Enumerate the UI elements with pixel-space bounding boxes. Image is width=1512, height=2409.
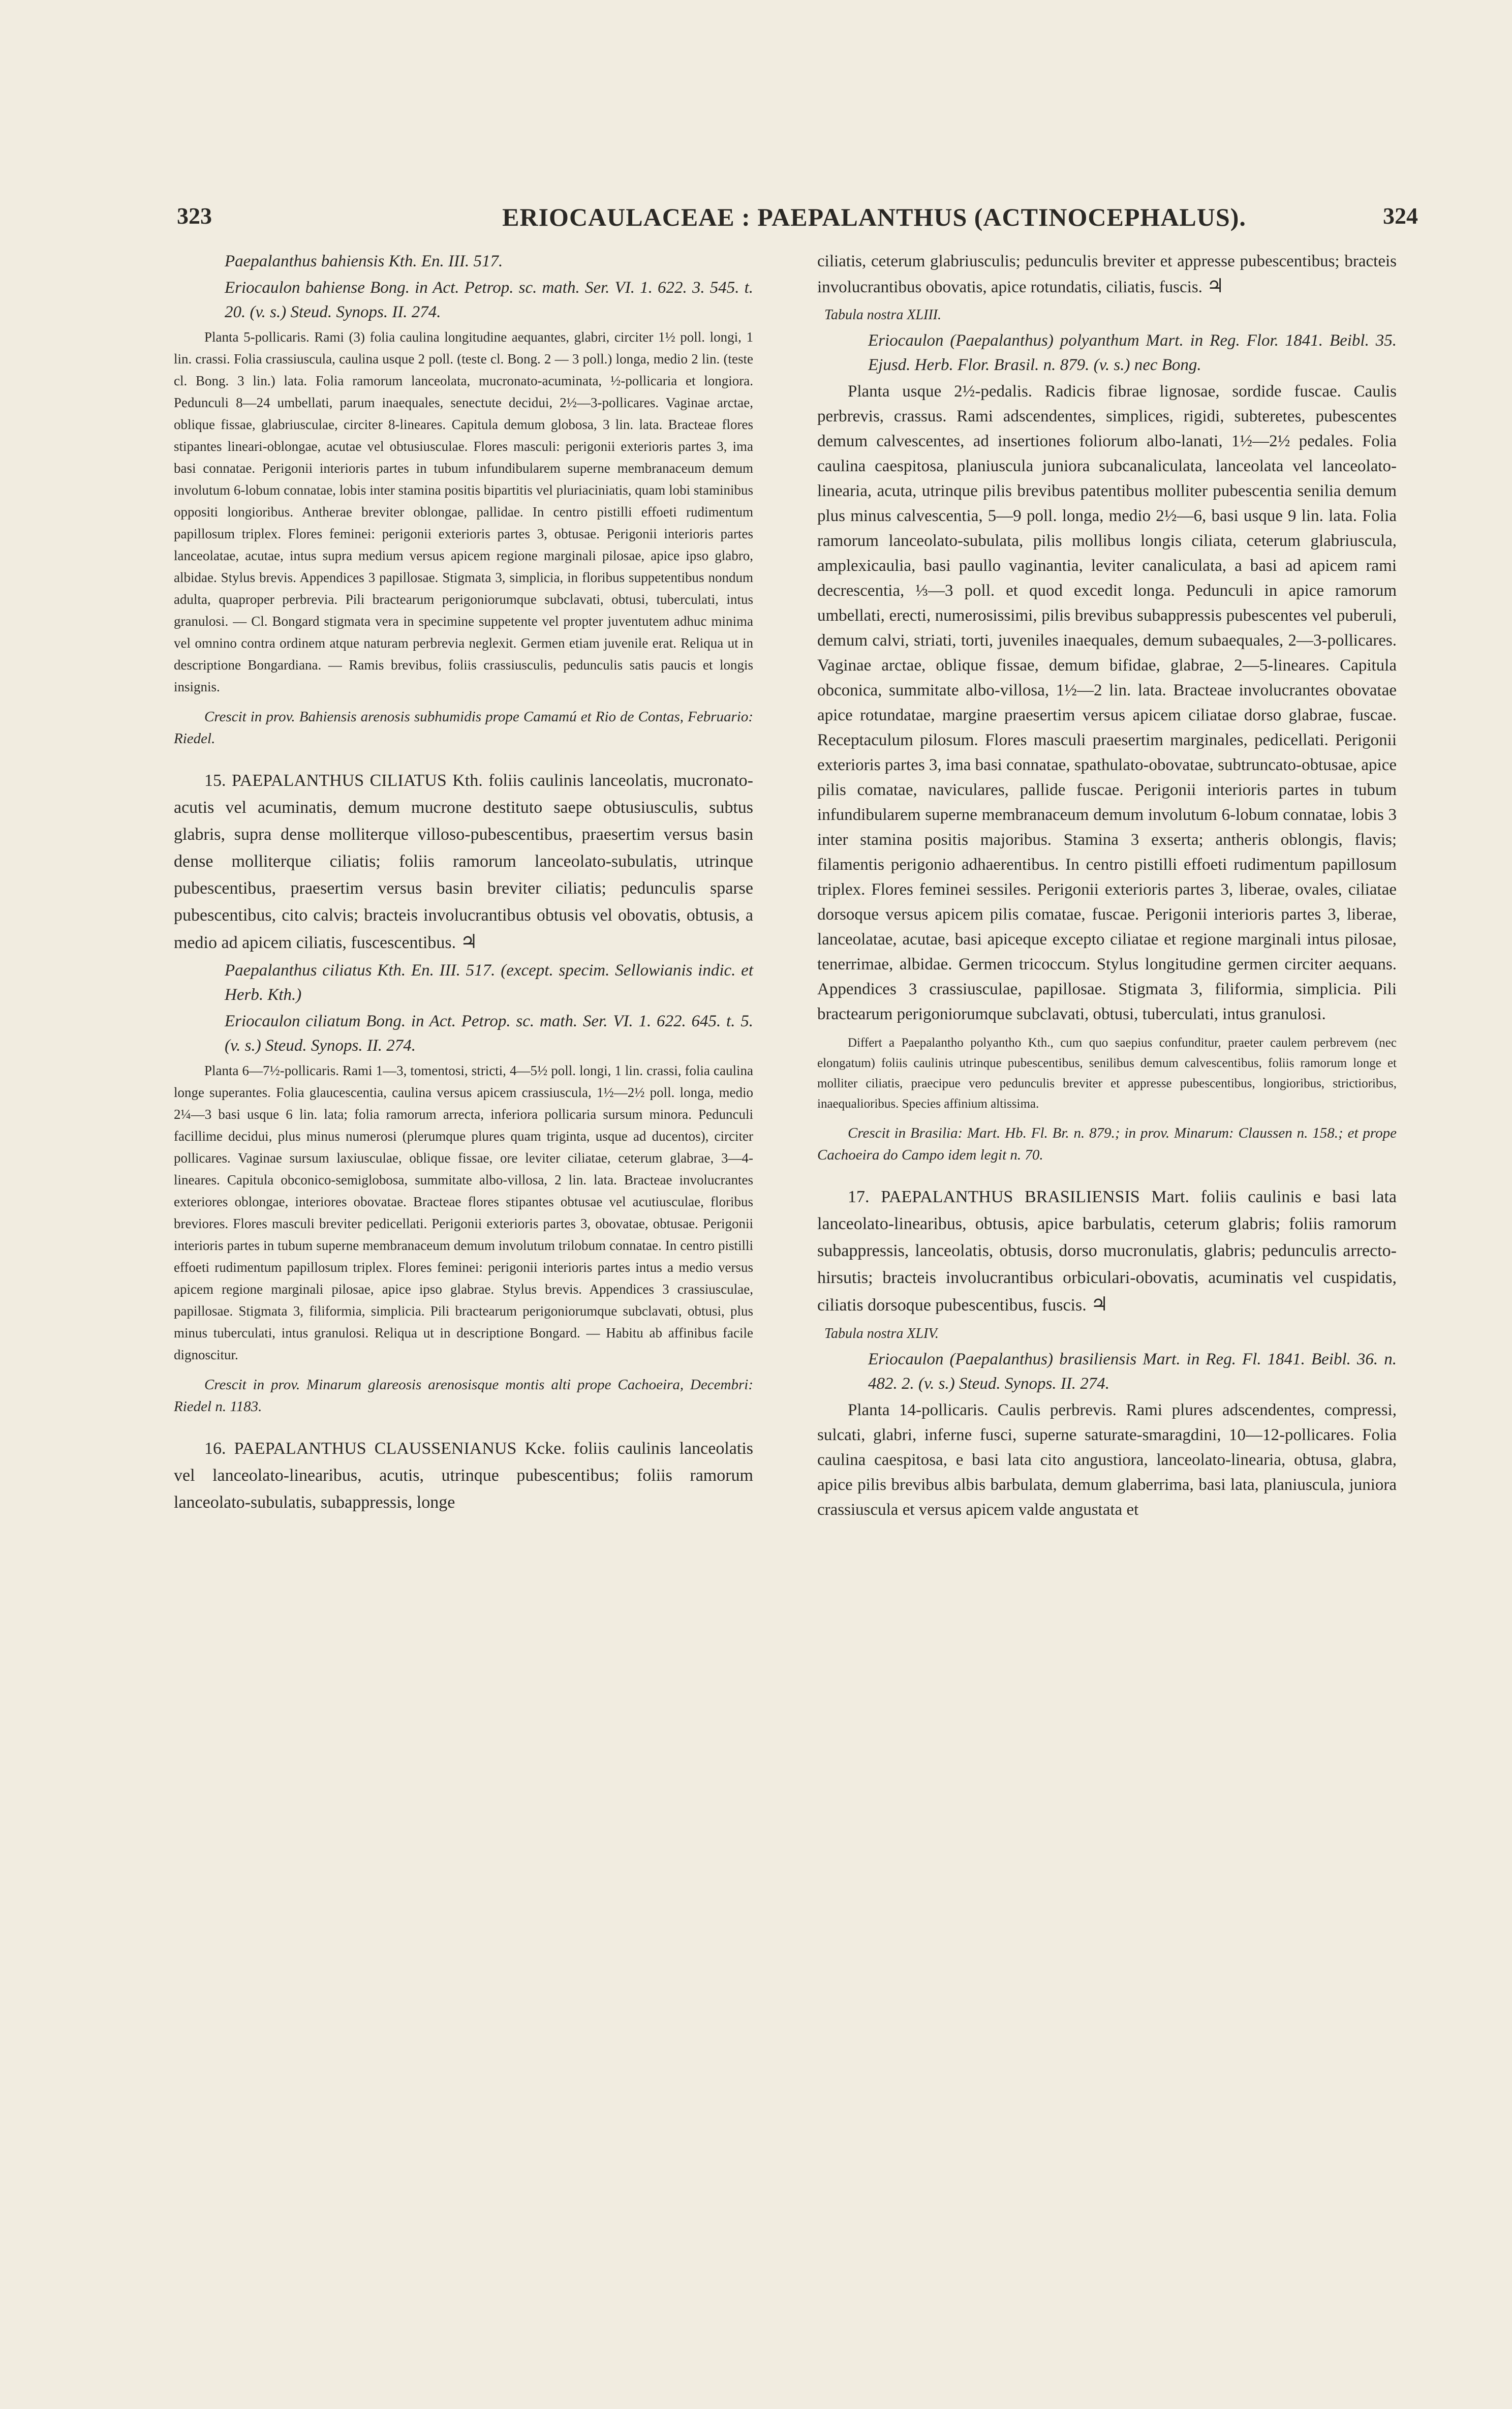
species-diagnosis: 16. PAEPALANTHUS CLAUSSENIANUS Kcke. foliis caulinis lanceolatis vel lanceolato-linearibus, acutis, utrinque pubescentibus; foliis ramorum lanceolato-subulatis, subappressis, longe (174, 1439, 753, 1512)
species-diagnosis (174, 767, 753, 956)
perennial-symbol: ♃ (1091, 1294, 1108, 1315)
species-text: ciliatis, ceterum glabriusculis; pedunculis breviter et appresse pubescentibus; bracteis involucrantibus obovatis, apice rotundatis, ciliatis, fuscis. (817, 252, 1397, 296)
description: Planta usque 2½-pedalis. Radicis fibrae lignosae, sordide fuscae. Caulis perbrevis, crassus. Rami adscendentes, simplices, rigidi, subteretes, pubescentes demum calvescentes, ad insertiones foliorum albo-lanati, 1½—2½ pedales. Folia caulina caespitosa, planiuscula juniora subcanaliculata, lanceolata vel lanceolato-linearia, acuta, utrinque pilis brevibus patentibus molliter pubescentia senilia demum plus minus calvescentia, 5—9 poll. longa, medio 2½—6, basi usque 9 lin. lata. Folia ramorum lanceolato-subulata, pilis mollibus longis ciliata, ceterum glabriuscula, amplexicaulia, basi paullo vaginantia, leviter canaliculata, a basi ad apicem rami decrescentia, ⅓—3 poll. et quod excedit longa. Pedunculi in apice ramorum umbellati, erecti, numerosissimi, pilis brevibus subappressis pubescentes vel puberuli, demum calvi, striati, torti, juveniles inaequales, demum subaequales, 2—3-pollicares. Vaginae arctae, oblique fissae, demum bifidae, glabrae, 2—5-lineares. Capitula obconica, summitate albo-villosa, 1½—2 lin. lata. Bracteae involucrantes obovatae apice rotundatae, margine praesertim versus apicem ciliatae dorso glabrae, fuscae. Receptaculum pilosum. Flores masculi praesertim marginales, pedicellati. Perigonii exterioris partes 3, ima basi connatae, spathulato-obovatae, subtruncato-obtusae, apice pilis comatae, naviculares, pallide fuscae. Perigonii interioris partes in tubum infundibularem superne membranaceum demum involutum 6-lobum connatae, lobis 3 inter stamina positis majoribus. Stamina 3 exserta; antheris oblongis, flavis; filamentis perigonio adhaerentibus. In centro pistilli effoeti rudimentum papillosum triplex. Flores feminei sessiles. Perigonii exterioris partes 3, liberae, ovales, ciliatae dorsoque versus apicem pilis comatae, fuscae. Perigonii interioris partes 3, liberae, lanceolatae, acutae, basi apiceque excepto ciliatae et regione marginali intus pilosae, tenerrimae, albidae. Germen tricoccum. Stylus longitudine germen circiter aequans. Appendices 3 crassiusculae, papillosae. Stigmata 3, filiformia, simplicia. Pili bractearum perigoniorumque subclavati, obtusi, tuberculati, intus granulosi. (817, 382, 1397, 1023)
running-title: ERIOCAULACEAE : PAEPALANTHUS (ACTINOCEPHALUS). (502, 203, 1246, 231)
right-column (817, 249, 1397, 1524)
description: Planta 5-pollicaris. Rami (3) folia caulina longitudine aequantes, glabri, circiter 1½ poll. longi, 1 lin. crassi. Folia crassiuscula, caulina usque 2 poll. (teste cl. Bong. 2 — 3 poll.) longa, medio 2 lin. (teste cl. Bong. 3 lin.) lata. Folia ramorum lanceolata, mucronato-acuminata, ½-pollicaria et longiora. Pedunculi 8—24 umbellati, parum inaequales, senectute decidui, 2½—3-pollicares. Vaginae arctae, oblique fissae, glabriusculae, circiter 8-lineares. Capitula demum globosa, 3 lin. lata. Bracteae flores stipantes lineari-oblongae, acutae vel obtusiusculae. Flores masculi: perigonii exterioris partes 3, ima basi connatae. Perigonii interioris partes in tubum infundibularem superne membranaceum demum involutum 6-lobum connatae, lobis inter stamina positis bipartitis vel pluriaciniatis, quam lobi staminibus oppositi longioribus. Antherae breviter oblongae, pallidae. In centro pistilli effoeti rudimentum papillosum triplex. Flores feminei: perigonii exterioris partes 3, obtusae. Perigonii interioris partes lanceolatae, acutae, intus supra medium versus apicem regione marginali pilosae, apice ipso glabro, albidae. Stylus brevis. Appendices 3 papillosae. Stigmata 3, simplicia, in floribus suppetentibus nondum adulta, quaproper perbrevia. Pili bractearum perigoniorumque subclavati, obtusi, tuberculati, intus granulosi. — Cl. Bongard stigmata vera in specimine suppetente vel propter juventutem adhuc minima vel omnino contra ordinem atque naturam perbrevia neglexit. Germen etiam juvenile erat. Reliqua ut in descriptione Bongardiana. — Ramis brevibus, foliis crassiusculis, pedunculis satis paucis et longis insignis. (174, 329, 753, 694)
page-number-right: 324 (1383, 203, 1418, 229)
locality: Crescit in prov. Bahiensis arenosis subhumidis prope Camamú et Rio de Contas, Februario: Riedel. (174, 709, 753, 747)
plate-reference: Tabula nostra XLIV. (824, 1326, 939, 1341)
locality: Crescit in Brasilia: Mart. Hb. Fl. Br. n. 879.; in prov. Minarum: Claussen n. 158.; et prope Cachoeira do Campo idem legit n. 70. (817, 1125, 1397, 1163)
perennial-symbol: ♃ (460, 931, 478, 953)
description: Planta 14-pollicaris. Caulis perbrevis. Rami plures adscendentes, compressi, sulcati, glabri, inferne fusci, superne saturate-smaragdini, 10—12-pollicares. Folia caulina caespitosa, e basi lata cito angustiora, lanceolato-linearia, obtusa, glabra, apice pilis brevibus albis barbulata, demum glaberrima, basi lata, planiuscula, juniora crassiuscula et versus apicem valde angustata et (817, 1401, 1397, 1519)
synonym: Eriocaulon bahiense Bong. in Act. Petrop. sc. math. Ser. VI. 1. 622. 3. 545. t. 20. (v. s.) Steud. Synops. II. 274. (225, 279, 753, 321)
perennial-symbol: ♃ (1207, 276, 1224, 297)
page-number-left: 323 (177, 203, 212, 229)
synonym: Paepalanthus bahiensis Kth. En. III. 517. (225, 252, 503, 270)
species-diagnosis (817, 1183, 1397, 1319)
synonym: Eriocaulon ciliatum Bong. in Act. Petrop. sc. math. Ser. VI. 1. 622. 645. t. 5. (v. s.) Steud. Synops. II. 274. (225, 1012, 753, 1055)
plate-reference: Tabula nostra XLIII. (824, 307, 942, 323)
species-diagnosis-continued (817, 249, 1397, 300)
species-text: 17. PAEPALANTHUS BRASILIENSIS Mart. foliis caulinis e basi lata lanceolato-linearibus, obtusis, apice barbulatis, ceterum glabris; foliis ramorum subappressis, lanceolatis, obtusis, dorso mucronulatis, glabris; pedunculis arrecto-hirsutis; bracteis involucrantibus orbiculari-obovatis, acuminatis vel cuspidatis, ciliatis dorsoque pubescentibus, fuscis. (817, 1187, 1397, 1315)
left-column (174, 249, 753, 1518)
note: Differt a Paepalantho polyantho Kth., cum quo saepius confunditur, praeter caulem perbrevem (nec elongatum) foliis caulinis utrinque pubescentibus, senilibus demum calvescentibus, foliis ramorum longe et molliter ciliatis, praecipue vero pedunculis breviter et appresse pubescentibus, longioribus, strictioribus, inaequalioribus. Species affinium altissima. (817, 1036, 1397, 1111)
synonym: Eriocaulon (Paepalanthus) polyanthum Mart. in Reg. Flor. 1841. Beibl. 35. Ejusd. Herb. Flor. Brasil. n. 879. (v. s.) nec Bong. (868, 331, 1397, 374)
page-header (173, 202, 1418, 238)
description: Planta 6—7½-pollicaris. Rami 1—3, tomentosi, stricti, 4—5½ poll. longi, 1 lin. crassi, folia caulina longe superantes. Folia glaucescentia, caulina versus apicem crassiuscula, 1½—2½ poll. longa, medio 2¼—3 basi usque 6 lin. lata; folia ramorum arrecta, inferiora pollicaria sursum minora. Pedunculi facillime decidui, plus minus numerosi (plerumque plures quam triginta, usque ad ducentos), circiter pollicares. Vaginae sursum laxiusculae, oblique fissae, ore leviter ciliatae, ceterum glabrae, 3—4-lineares. Capitula obconico-semiglobosa, summitate albo-villosa, 2 lin. lata. Bracteae involucrantes exteriores oblongae, interiores obovatae. Bracteae flores stipantes obtusae vel acutiusculae, floribus breviores. Flores masculi breviter pedicellati. Perigonii exterioris partes 3, obovatae, obtusae. Perigonii interioris partes in tubum superne membranaceum demum involutum trilobum connatae. In centro pistilli effoeti rudimentum papillosum triplex. Flores feminei: perigonii interioris partes intus a medio versus apicem regione marginali pilosae, apice ipso glabrae. Stylus brevis. Appendices 3 crassiusculae, papillosae. Stigmata 3, filiformia, simplicia. Pili bractearum perigoniorumque subclavati, obtusi, plus minus tuberculati, intus granulosi. Reliqua ut in descriptione Bongard. — Habitu ab affinibus facile dignoscitur. (174, 1063, 753, 1362)
synonym: Paepalanthus ciliatus Kth. En. III. 517. (except. specim. Sellowianis indic. et Herb. Kth.) (225, 961, 753, 1004)
locality: Crescit in prov. Minarum glareosis arenosisque montis alti prope Cachoeira, Decembri: Riedel n. 1183. (174, 1377, 753, 1415)
synonym: Eriocaulon (Paepalanthus) brasiliensis Mart. in Reg. Fl. 1841. Beibl. 36. n. 482. 2. (v. s.) Steud. Synops. II. 274. (868, 1350, 1397, 1393)
species-text: 15. PAEPALANTHUS CILIATUS Kth. foliis caulinis lanceolatis, mucronato-acutis vel acuminatis, demum mucrone destituto saepe obtusiusculis, subtus glabris, supra dense molliterque villoso-pubescentibus, praesertim versus basin dense molliterque ciliatis; foliis ramorum lanceolato-subulatis, utrinque pubescentibus, praesertim versus basin breviter ciliatis; pedunculis sparse pubescentibus, cito calvis; bracteis involucrantibus obtusis vel obovatis, obtusis, a medio ad apicem ciliatis, fuscescentibus. (174, 771, 753, 952)
